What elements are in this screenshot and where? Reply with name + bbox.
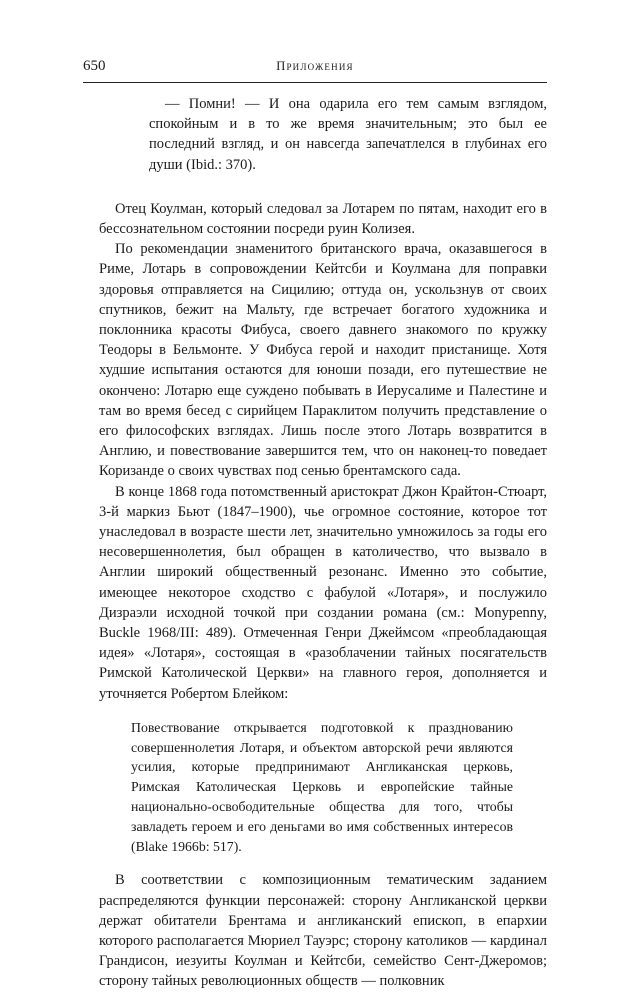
block-quote: Повествование открывается подготовкой к празднованию совершеннолетия Лотаря, и объектом авторской речи являются усилия, которые предпринимают Англиканская церковь, Римская Католическая Церковь и европейские тайные национально-освободительные общества для того, чтобы завладеть героем и его деньгами во имя собственных интересов (Blake 1966b: 517). xyxy=(131,719,513,854)
running-title: Приложения xyxy=(276,59,354,73)
page-header xyxy=(83,58,547,83)
paragraph-3: В конце 1868 года потомственный аристократ Джон Крайтон-Стюарт, 3-й маркиз Бьют (1847–1900), чье огромное состояние, которое тот унаследовал в возрасте шести лет, значительно умножилось за годы его несовершеннолетия, был обращен в католичество, что вызвало в Англии широкий общественный резонанс. Именно это событие, имеющее некоторое сходство с фабулой «Лотаря», и послужило Дизраэли исходной точкой при создании романа (см.: Monypenny, Buckle 1968/III: 489). Отмеченная Генри Джеймсом «преобладающая идея» «Лотаря», состоящая в «разоблачении тайных посягательств Римской Католической Церкви» на главного героя, дополняется и уточняется Робертом Блейком: xyxy=(99,483,547,702)
body-text xyxy=(99,94,547,992)
paragraph-2: По рекомендации знаменитого британского врача, оказавшегося в Риме, Лотарь в сопровождении Кейтсби и Коулмана для поправки здоровья отправляется на Сицилию; оттуда он, ускользнув от своих спутников, бежит на Мальту, где встречает богатого художника и поклонника красоты Фибуса, своего давнего знакомого по кружку Теодоры в Бельмонте. У Фибуса герой и находит пристанище. Хотя худшие испытания остаются для юноши позади, его путешествие не окончено: Лотарю еще суждено побывать в Иерусалиме и Палестине и там во время бесед с сирийцем Параклитом получить представление о его философских взглядах. Лишь после этого Лотарь возвратится в Англию, и повествование завершится тем, что он наконец-то поведает Коризанде о своих чувствах под сенью брентамского сада. xyxy=(99,241,547,480)
epigraph-quote: — Помни! — И она одарила его тем самым взглядом, спокойным и в то же время значительным; это был ее последний взгляд, и он навсегда запечатлелся в глубинах его души (Ibid.: 370). xyxy=(149,96,547,173)
paragraph-4: В соответствии с композиционным тематическим заданием распределяются функции персонажей: сторону Англиканской церкви держат обитатели Брентама и англиканский епископ, в епархии которого располагается Мюриел Тауэрс; сторону католиков — кардинал Грандисон, иезуиты Коулман и Кейтсби, семейство Сент-Джеромов; сторону тайных революционных обществ — полковник xyxy=(99,872,547,990)
paragraph-1: Отец Коулман, который следовал за Лотарем по пятам, находит его в бессознательном состоянии посреди руин Колизея. xyxy=(99,200,547,238)
page-number: 650 xyxy=(83,58,106,74)
